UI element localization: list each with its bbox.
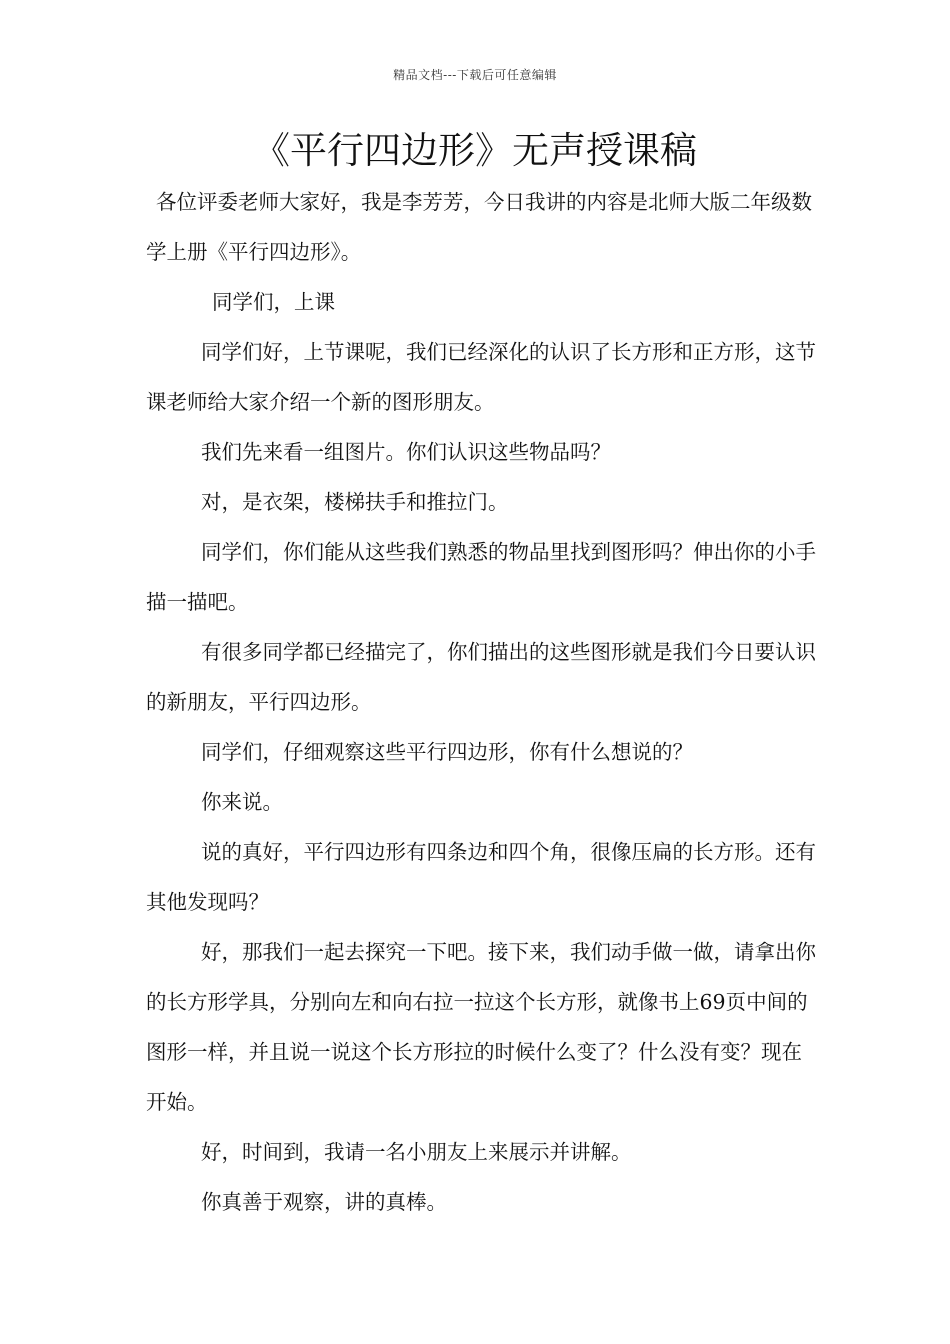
paragraph: 同学们，仔细观察这些平行四边形，你有什么想说的？	[201, 740, 693, 764]
paragraph: 好，那我们一起去探究一下吧。接下来，我们动手做一做，请拿出你的长方形学具，分别向左和向右拉一拉这个长方形，就像书上69页中间的图形一样，并且说一说这个长方形拉的时候什么变了？什么没有变？现在开始。	[146, 940, 816, 1114]
header-note: 精品文档---下载后可任意编辑	[393, 68, 557, 82]
paragraph: 你真善于观察，讲的真棒。	[201, 1190, 447, 1214]
paragraph: 同学们，上课	[212, 290, 335, 314]
paragraph: 有很多同学都已经描完了，你们描出的这些图形就是我们今日要认识的新朋友，平行四边形。	[146, 640, 816, 714]
paragraph: 各位评委老师大家好，我是李芳芳，今日我讲的内容是北师大版二年级数学上册《平行四边形》。	[146, 190, 812, 264]
paragraph: 对，是衣架，楼梯扶手和推拉门。	[201, 490, 509, 514]
paragraph: 你来说。	[201, 790, 283, 814]
paragraph: 同学们，你们能从这些我们熟悉的物品里找到图形吗？伸出你的小手描一描吧。	[146, 540, 816, 614]
paragraph: 好，时间到，我请一名小朋友上来展示并讲解。	[201, 1140, 632, 1164]
paragraph: 同学们好，上节课呢，我们已经深化的认识了长方形和正方形，这节课老师给大家介绍一个新的图形朋友。	[146, 340, 816, 414]
paragraph: 我们先来看一组图片。你们认识这些物品吗？	[201, 440, 611, 464]
document-title: 《平行四边形》无声授课稿	[253, 129, 697, 172]
paragraph: 说的真好，平行四边形有四条边和四个角，很像压扁的长方形。还有其他发现吗？	[146, 840, 816, 914]
document-body	[146, 177, 822, 1227]
